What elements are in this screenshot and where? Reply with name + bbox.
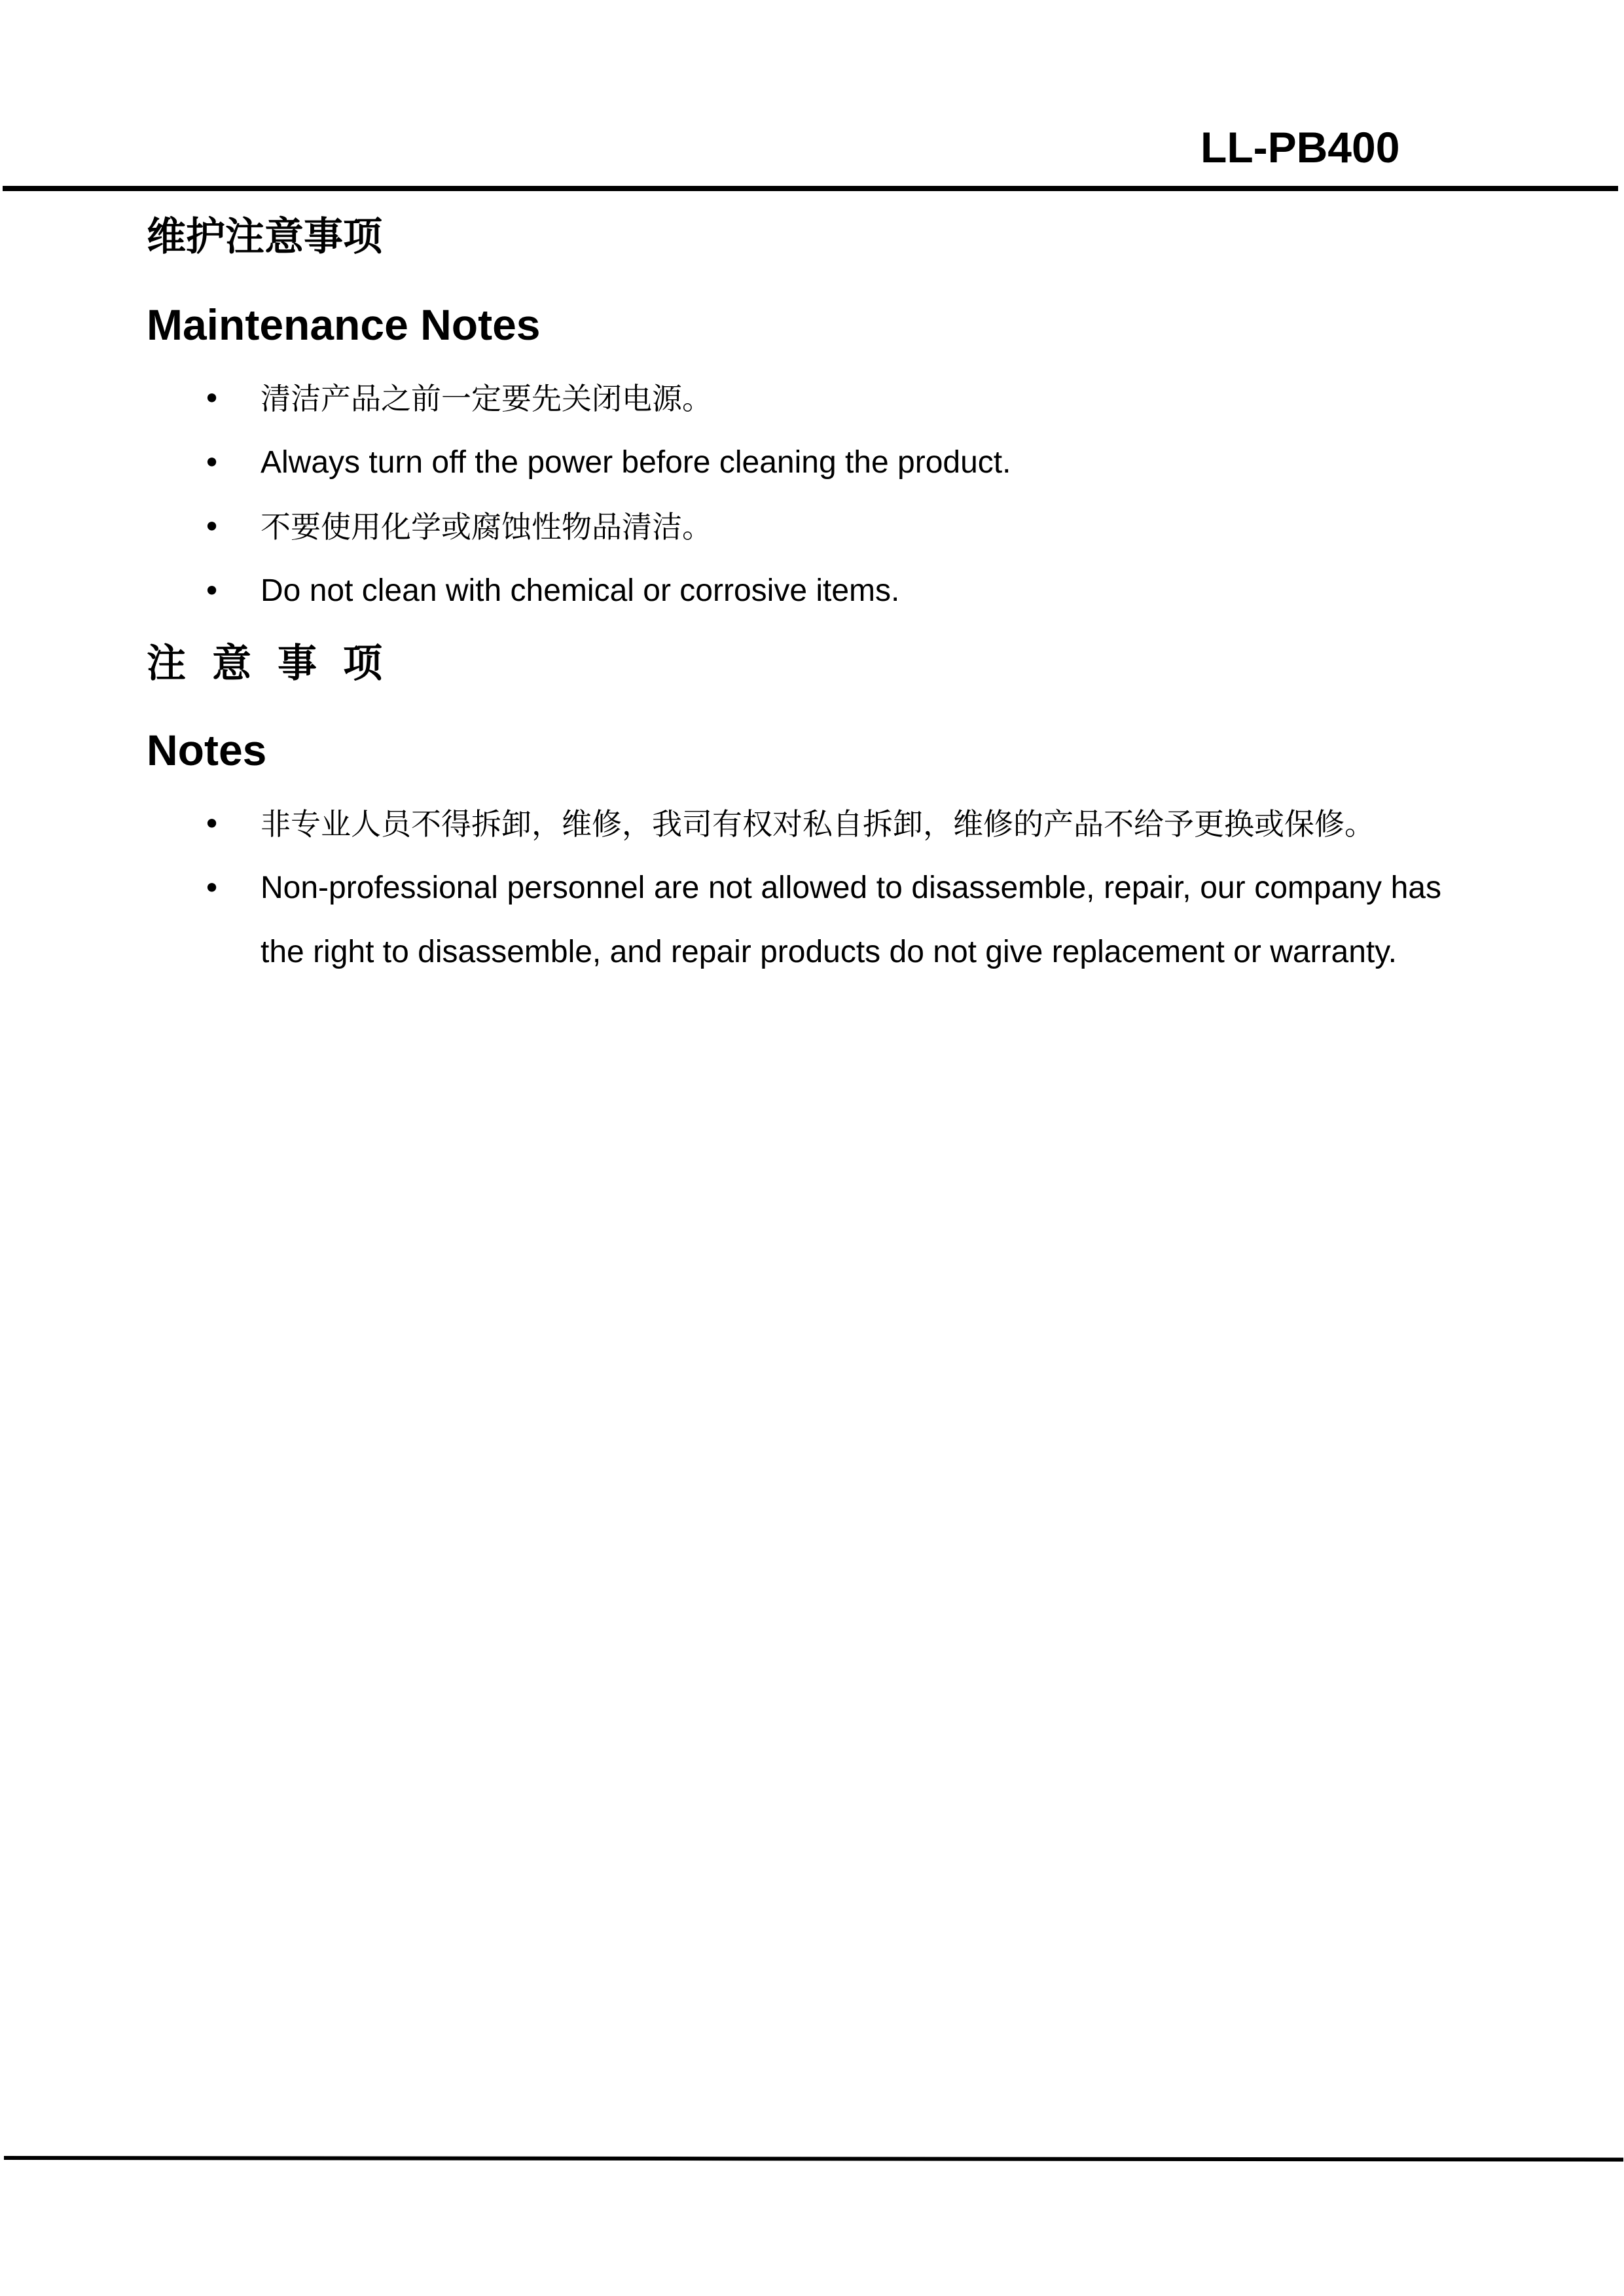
list-item-text: Always turn off the power before cleaning the product. (261, 445, 1011, 480)
maintenance-heading-en: Maintenance Notes (147, 300, 541, 349)
list-item-text: Do not clean with chemical or corrosive items. (261, 573, 900, 608)
bullet-icon: • (203, 445, 221, 480)
bullet-icon: • (203, 381, 221, 416)
maintenance-heading-cn: 维护注意事项 (147, 214, 382, 260)
bullet-icon: • (203, 870, 221, 906)
bullet-icon: • (203, 573, 221, 609)
header-rule (3, 186, 1618, 191)
bullet-icon: • (203, 806, 221, 842)
list-item-text: 非专业人员不得拆卸，维修，我司有权对私自拆卸，维修的产品不给予更换或保修。 (261, 806, 1375, 842)
header-model-number: LL-PB400 (1200, 123, 1400, 171)
list-item-text: 清洁产品之前一定要先关闭电源。 (261, 381, 712, 416)
footer-rule (4, 2156, 1623, 2162)
list-item-text: 不要使用化学或腐蚀性物品清洁。 (261, 509, 712, 545)
notes-heading-cn: 注意事项 (147, 641, 408, 687)
bullet-icon: • (203, 509, 221, 545)
list-item-text: Non-professional personnel are not allowed to disassemble, repair, our company has the right to disassemble, and repair products do not give replacement or warranty. (261, 870, 1441, 969)
notes-heading-en: Notes (147, 726, 267, 774)
